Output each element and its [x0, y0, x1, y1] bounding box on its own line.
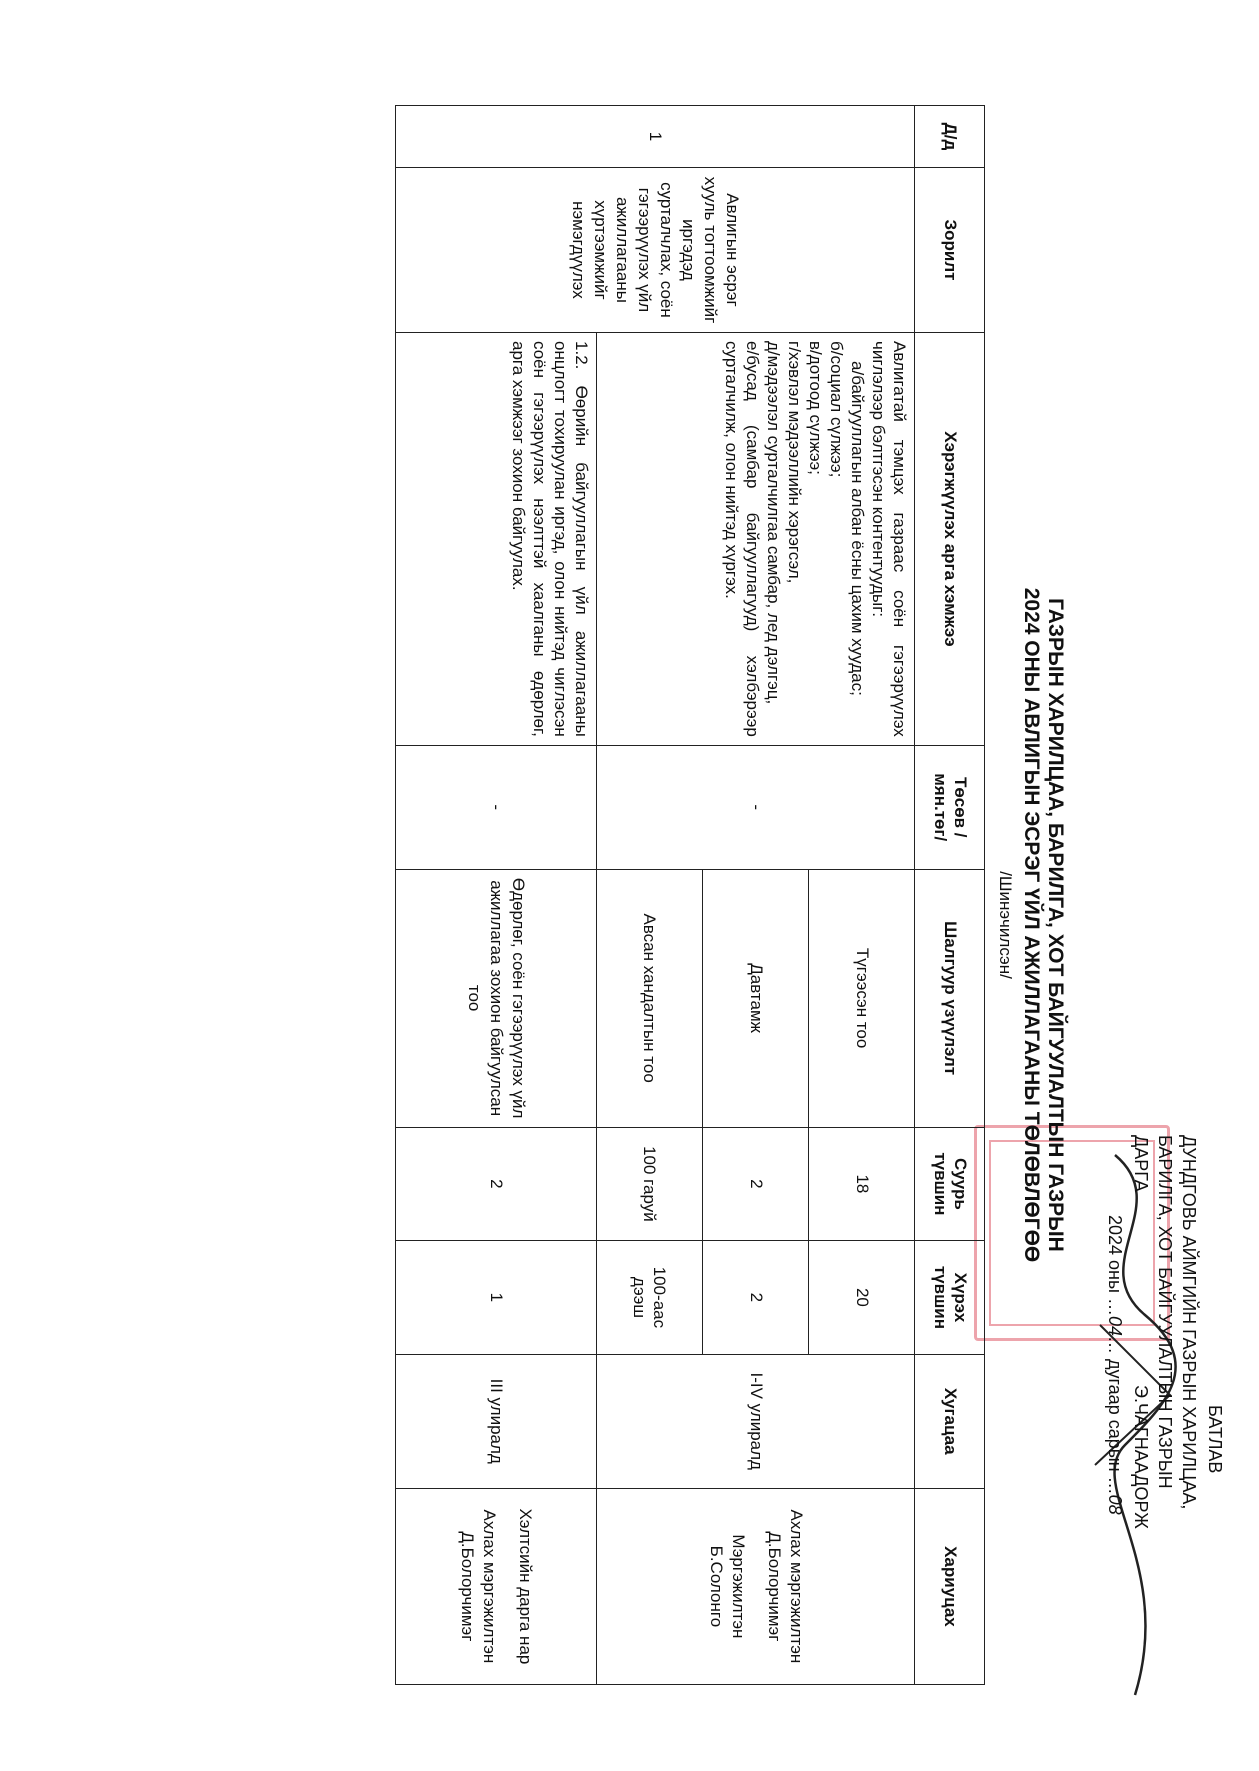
indicator-cell: Өдөрлөг, соён гэгээрүүлэх үйл ажиллагаа зохион байгуулсан тоо — [396, 869, 597, 1127]
budget-cell-2: - — [396, 745, 597, 869]
target-cell: 20 — [809, 1241, 915, 1355]
measure-cell-1 — [596, 333, 915, 746]
deadline-cell-2: III улиралд — [396, 1354, 597, 1488]
indicator-cell: Түгээсэн тоо — [809, 869, 915, 1127]
indicator-cell: Авсан хандалтын тоо — [596, 869, 702, 1127]
deadline-cell-1: I-IV улиралд — [596, 1354, 915, 1488]
baseline-cell: 100 гаруй — [596, 1127, 702, 1241]
date-mid: дугаар сарын — [1105, 1359, 1125, 1472]
measure-cell-2: 1.2. Өөрийн байгууллагын үйл ажиллагааны онцлогт тохируулан иргэд, олон нийтэд чиглэсэн соён гэгээрүүлэх нээлттэй хаалганы өдөрлөг, арга хэмжээг зохион байгуулах. — [396, 333, 597, 746]
plan-table — [395, 105, 985, 1685]
header-num: Д/д — [915, 106, 985, 168]
goal-cell: Авлигын эсрэг хууль тогтоомжийг иргэдэд сурталчлах, соён гэгээрүүлэх үйл ажиллагааны хүртээмжийг нэмэгдүүлэх — [396, 167, 915, 332]
responsible-cell-2 — [396, 1488, 597, 1684]
target-cell: 1 — [396, 1241, 597, 1355]
header-deadline: Хугацаа — [915, 1354, 985, 1488]
approval-date: 2024 оны …04… дугаар сарын …08 — [1105, 1215, 1125, 1515]
target-cell: 2 — [702, 1241, 808, 1355]
approval-org-line1: ДУНДГОВЬ АЙМГИЙН ГАЗРЫН ХАРИЛЦАА, — [1179, 1135, 1199, 1510]
responsible-1a: Ахлах мэргэжилтэн Д.Болорчимэг — [764, 1509, 806, 1664]
responsible-1b: Мэргэжилтэн Б.Солонго — [706, 1534, 748, 1639]
approval-org-line2: БАРИЛГА, ХОТ БАЙГУУЛАЛТЫН ГАЗРЫН — [1155, 1135, 1175, 1489]
budget-cell-1: - — [596, 745, 915, 869]
approval-block — [1075, 1105, 1225, 1745]
target-cell: 100-аас дээш — [596, 1241, 702, 1355]
header-target: Хүрэх түвшин — [915, 1241, 985, 1355]
measure-item-g: г/хэвлэл мэдээллийн хэрэгсэл, — [785, 341, 805, 584]
date-prefix: 2024 оны — [1105, 1215, 1125, 1293]
title-line1: ГАЗРЫН ХАРИЛЦАА, БАРИЛГА, ХОТ БАЙГУУЛАЛТЫН ГАЗРЫН — [1044, 598, 1067, 1252]
header-budget: Төсөв /мян.төг/ — [915, 745, 985, 869]
measure-item-v: в/дотоод сүлжээ; — [806, 341, 826, 475]
baseline-cell: 2 — [702, 1127, 808, 1241]
measure-item-e: е/бусад (самбар байгууллагууд) хэлбэрээр сурталчилж, олон нийтэд хүргэх. — [722, 341, 763, 737]
header-row — [915, 106, 985, 1685]
date-month: 04 — [1105, 1315, 1125, 1336]
header-baseline: Суурь түвшин — [915, 1127, 985, 1241]
approval-heading: БАТЛАВ — [1205, 1405, 1225, 1474]
document-subtitle: /Шинэчилсэн/ — [996, 871, 1015, 979]
approval-name: Э.ЧАГНААДОРЖ — [1131, 1385, 1151, 1529]
measure-item-d: д/мэдээлэл сурталчилгаа самбар, лед дэлгэц, — [764, 341, 784, 705]
date-day: 08 — [1105, 1494, 1125, 1515]
row-number: 1 — [396, 106, 915, 168]
responsible-2a: Хэлтсийн дарга нар — [515, 1508, 535, 1665]
approval-position: ДАРГА — [1131, 1135, 1151, 1192]
measure-item-a: а/байгууллагын албан ёсны цахим хуудас; — [848, 361, 868, 696]
table-row — [396, 106, 597, 1685]
baseline-cell: 2 — [396, 1127, 597, 1241]
document-title — [1019, 105, 1067, 1745]
indicator-cell: Давтамж — [702, 869, 808, 1127]
measure-item-b: б/социал сүлжээ; — [827, 341, 847, 478]
title-line2: 2024 ОНЫ АВЛИГЫН ЭСРЭГ ҮЙЛ АЖИЛЛАГААНЫ ТӨЛӨВЛӨГӨӨ — [1020, 587, 1043, 1263]
rotated-page — [165, 105, 1225, 1745]
responsible-2b: Ахлах мэргэжилтэн Д.Болорчимэг — [457, 1509, 499, 1664]
header-measure: Хэрэгжүүлэх арга хэмжээ — [915, 333, 985, 746]
header-indicator: Шалгуур үзүүлэлт — [915, 869, 985, 1127]
measure-intro: Авлигатай тэмцэх газраас соён гэгээрүүлэх чиглэлээр бэлтгэсэн контентуудыг: — [869, 341, 910, 737]
responsible-cell-1 — [596, 1488, 915, 1684]
table-row — [809, 106, 915, 1685]
baseline-cell: 18 — [809, 1127, 915, 1241]
header-responsible: Хариуцах — [915, 1488, 985, 1684]
header-goal: Зорилт — [915, 167, 985, 332]
